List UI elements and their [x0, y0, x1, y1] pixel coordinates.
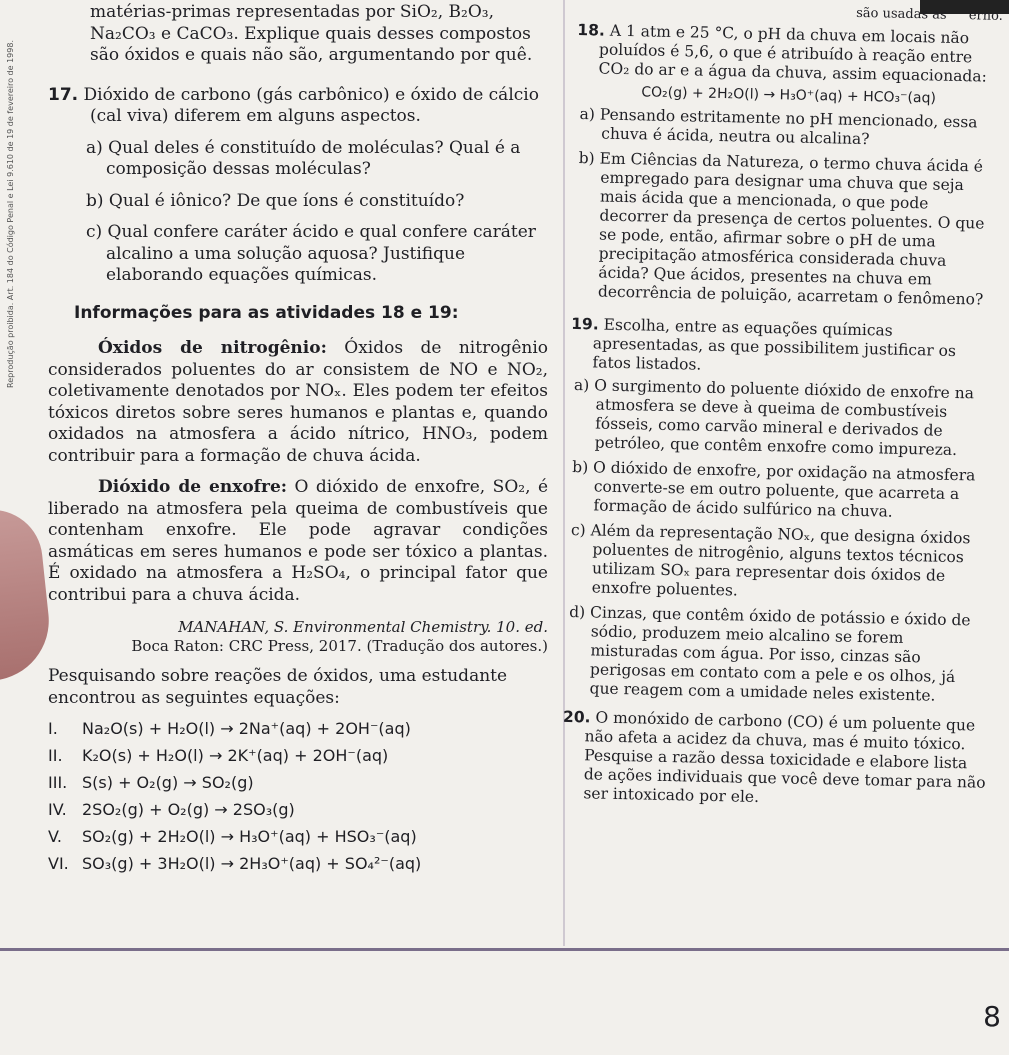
- research-intro: Pesquisando sobre reações de óxidos, uma estudante encontrou as seguintes equações:: [48, 666, 508, 708]
- question-18: [572, 21, 1003, 310]
- top-partial-text: são usadas as: [856, 5, 947, 23]
- equation: SO₃(g) + 3H₂O(l) → 2H₃O⁺(aq) + SO₄²⁻(aq): [82, 854, 422, 873]
- question-17: [48, 85, 548, 287]
- q18-stem: A 1 atm e 25 °C, o pH da chuva em locais não poluídos é 5,6, o que é atribuído à reação entre CO₂ do ar e a água da chuva, assim equacionada:: [598, 21, 987, 86]
- sulfur-dioxide-paragraph: [48, 477, 548, 606]
- equation-row: [48, 715, 548, 742]
- q17-number: 17.: [48, 84, 79, 105]
- right-column: [561, 2, 1003, 816]
- equation-number: V.: [48, 827, 62, 846]
- q16-line: são óxidos e quais não são, argumentando por quê.: [90, 45, 533, 65]
- question-19: [563, 315, 996, 707]
- q19-number: 19.: [571, 314, 599, 334]
- q20-text: O monóxido de carbono (CO) é um poluente que não afeta a acidez da chuva, mas é muito tóxico. Pesquise a razão dessa toxicidade e elabore lista de ações individuais que você deve tomar para não ser intoxicado por ele.: [583, 708, 986, 806]
- reference-line: MANAHAN, S. Environmental Chemistry. 10. ed.: [178, 618, 548, 636]
- q18-item-b: b) Em Ciências da Natureza, o termo chuva ácida é empregado para designar uma chuva que seja mais ácida que a mencionada, o que pode decorrer da presença de certos poluentes. O que se pode, então, afirmar sobre o pH de uma precipitação atmosférica considerada chuva ácida? Que ácidos, presentes na chuva em decorrência de poluição, acarretam o fenômeno?: [578, 149, 985, 309]
- q20-number: 20.: [562, 707, 591, 727]
- equation-row: [48, 742, 548, 769]
- q19-item-b: b) O dióxido de enxofre, por oxidação na atmosfera converte-se em outro poluente, que acarreta a formação de ácido sulfúrico na chuva.: [572, 457, 976, 521]
- q18-equation: CO₂(g) + 2H₂O(l) → H₃O⁺(aq) + HCO₃⁻(aq): [641, 84, 937, 107]
- nitrogen-oxides-text: Óxidos de nitrogênio considerados poluentes do ar consistem de NO e NO₂, coletivamente denotados por NOₓ. Eles podem ter efeitos tóxicos diretos sobre seres humanos e plantas e, quando oxidados na atmosfera a ácido nítrico, HNO₃, podem contribuir para a formação de chuva ácida.: [48, 338, 548, 466]
- equation-number: I.: [48, 719, 58, 738]
- equation-number: II.: [48, 746, 63, 765]
- q19-item-d: d) Cinzas, que contêm óxido de potássio e óxido de sódio, produzem meio alcalino se forem misturadas com água. Por isso, cinzas são perigosas em contato com a pele e os olhos, já que reagem com a umidade neles existente.: [569, 602, 971, 705]
- equation-row: [48, 769, 548, 796]
- equation-row: [48, 796, 548, 823]
- q18-number: 18.: [577, 20, 606, 40]
- equation-list: [48, 715, 548, 877]
- nitrogen-oxides-paragraph: [48, 338, 548, 467]
- q17-stem: Dióxido de carbono (gás carbônico) e óxido de cálcio (cal viva) diferem em alguns aspectos.: [83, 84, 539, 126]
- sulfur-dioxide-label: Dióxido de enxofre:: [98, 477, 288, 497]
- equation-number: VI.: [48, 854, 69, 873]
- q19-item-c: c) Além da representação NOₓ, que designa óxidos poluentes de nitrogênio, alguns textos técnicos utilizam SOₓ para representar dois óxidos de enxofre poluentes.: [570, 520, 971, 600]
- equation-number: IV.: [48, 800, 67, 819]
- bottom-rule: [0, 948, 1009, 951]
- sulfur-dioxide-text: O dióxido de enxofre, SO₂, é liberado na atmosfera pela queima de combustíveis que contenham enxofre. Ele pode agravar condições asmáticas em seres humanos e pode ser tóxico a plantas. É oxidado na atmosfera a H₂SO₄, o principal fator que contribui para a chuva ácida.: [48, 477, 548, 605]
- page-number: 8: [983, 1000, 1001, 1033]
- question-20: [561, 708, 988, 812]
- equation: K₂O(s) + H₂O(l) → 2K⁺(aq) + 2OH⁻(aq): [82, 746, 389, 765]
- left-column: [48, 2, 548, 877]
- q19-item-a: a) O surgimento do poluente dióxido de enxofre na atmosfera se deve à queima de combustíveis fósseis, como carvão mineral e derivados de petróleo, que contêm enxofre como impureza.: [573, 376, 975, 460]
- equation: S(s) + O₂(g) → SO₂(g): [82, 773, 254, 792]
- q16-line: Na₂CO₃ e CaCO₃. Explique quais desses compostos: [90, 23, 531, 44]
- equation: Na₂O(s) + H₂O(l) → 2Na⁺(aq) + 2OH⁻(aq): [82, 719, 411, 738]
- q17-item-b: b) Qual é iônico? De que íons é constituído?: [86, 190, 465, 211]
- question-16-continuation: [90, 2, 548, 67]
- equation: SO₂(g) + 2H₂O(l) → H₃O⁺(aq) + HSO₃⁻(aq): [82, 827, 417, 846]
- equation-number: III.: [48, 773, 68, 792]
- q17-item-a: a) Qual deles é constituído de moléculas? Qual é a composição dessas moléculas?: [86, 137, 521, 179]
- equation-row: [48, 850, 548, 877]
- equation-row: [48, 823, 548, 850]
- q16-line: matérias-primas representadas por SiO₂, B₂O₃,: [90, 2, 494, 22]
- equation: 2SO₂(g) + O₂(g) → 2SO₃(g): [82, 800, 295, 819]
- legal-margin-note: Reprodução proibida. Art. 184 do Código Penal e Lei 9.610 de 19 de fevereiro de 1998.: [6, 40, 15, 388]
- q18-item-a: a) Pensando estritamente no pH mencionado, essa chuva é ácida, neutra ou alcalina?: [579, 105, 978, 149]
- info-heading: Informações para as atividades 18 e 19:: [74, 302, 459, 323]
- reference: [48, 618, 548, 656]
- q19-stem: Escolha, entre as equações químicas apresentadas, as que possibilitem justificar os fatos listados.: [592, 315, 957, 374]
- nitrogen-oxides-label: Óxidos de nitrogênio:: [98, 338, 327, 358]
- header-partial-text: erno.: [968, 8, 1003, 24]
- q17-item-c: c) Qual confere caráter ácido e qual confere caráter alcalino a uma solução aquosa? Justifique elaborando equações químicas.: [86, 222, 536, 285]
- reference-line: Boca Raton: CRC Press, 2017. (Tradução dos autores.): [131, 637, 548, 655]
- finger-photo-artifact: [0, 505, 55, 681]
